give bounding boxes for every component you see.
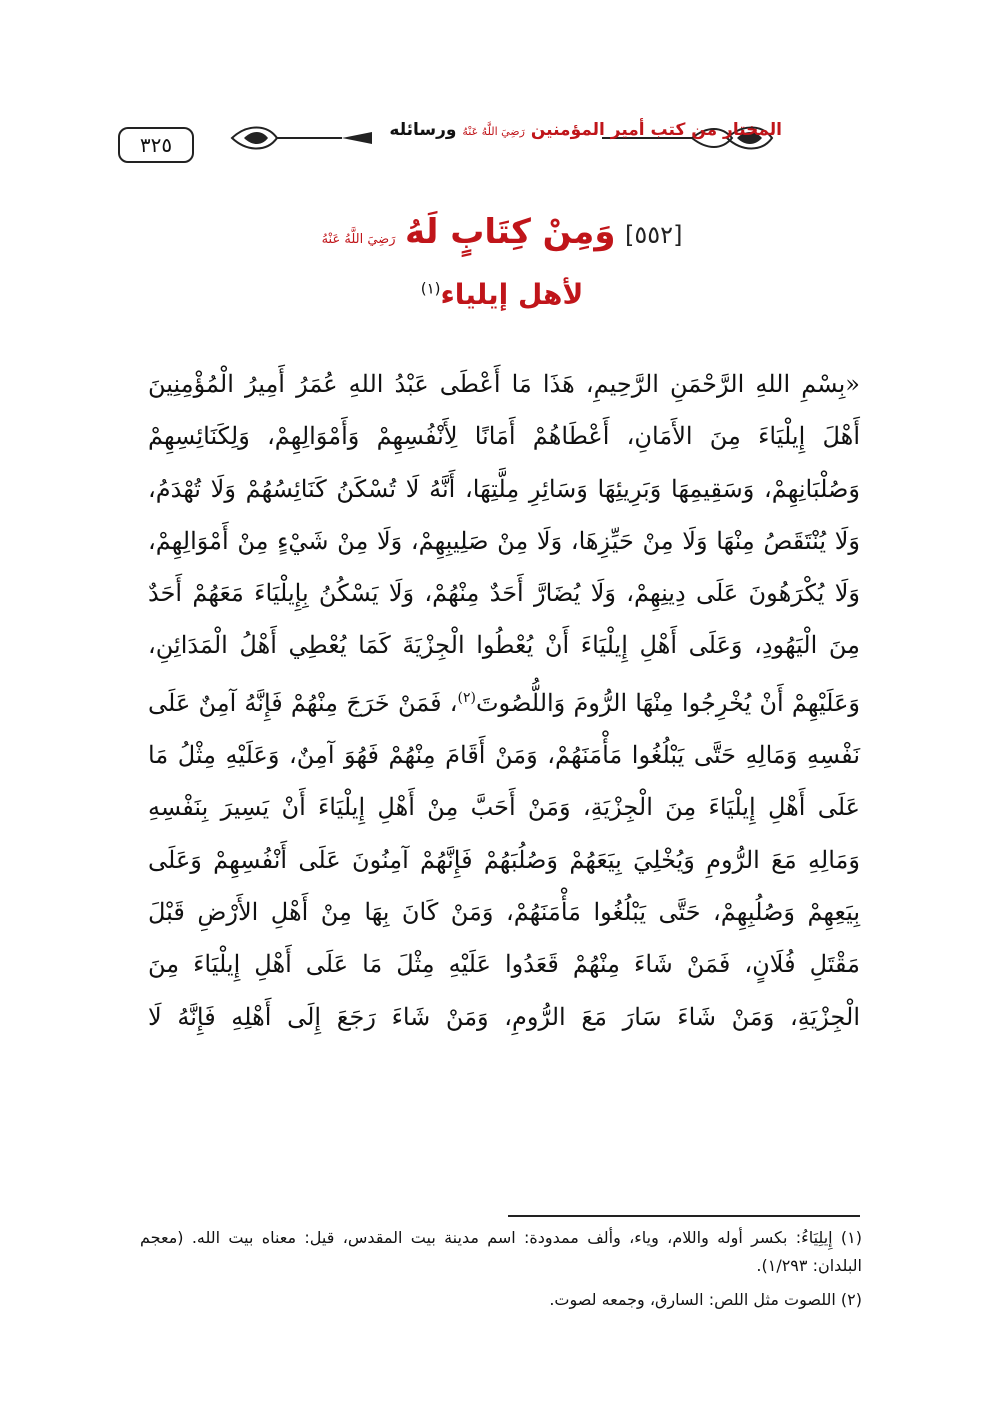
subtitle-text: لأهل إيلياء	[440, 278, 584, 311]
section-number: [٥٥٢]	[625, 221, 683, 249]
footnotes	[140, 1224, 862, 1320]
footnote-2: (٢) اللصوت مثل اللص: السارق، وجمعه لصوت.	[549, 1290, 862, 1309]
running-head-title: المختار من كتب أمير المؤمنين	[530, 120, 782, 140]
body-part-2: ، فَمَنْ خَرَجَ مِنْهُمْ فَإِنَّهُ آمِنٌ عَلَى نَفْسِهِ وَمَالِهِ حَتَّى يَبْلُغُوا مَأْمَنَهُمْ، وَمَنْ أَقَامَ مِنْهُمْ فَهُوَ آمِنٌ، وَعَلَيْهِ مِثْلُ مَا عَلَى أَهْلِ إِيلْيَاءَ مِنَ الْجِزْيَةِ، وَمَنْ أَحَبَّ مِنْ أَهْلِ إِيلْيَاءَ أَنْ يَسِيرَ بِنَفْسِهِ وَمَالِهِ مَعَ الرُّومِ وَيُخْلِيَ بِيَعَهُمْ وَصُلُبَهُمْ فَإِنَّهُمْ آمِنُونَ عَلَى أَنْفُسِهِمْ وَعَلَى بِيَعِهِمْ وَصُلُبِهِمْ، حَتَّى يَبْلُغُوا مَأْمَنَهُمْ، وَمَنْ كَانَ بِهَا مِنْ أَهْلِ الأَرْضِ قَبْلَ مَقْتَلِ فُلَانٍ، فَمَنْ شَاءَ مِنْهُمْ قَعَدُوا عَلَيْهِ مِثْلَ مَا عَلَى أَهْلِ إِيلْيَاءَ مِنَ الْجِزْيَةِ، وَمَنْ شَاءَ سَارَ مَعَ الرُّومِ، وَمَنْ شَاءَ رَجَعَ إِلَى أَهْلِهِ فَإِنَّهُ لَا	[148, 688, 860, 1031]
footnote-ref-2: (٢)	[457, 689, 476, 706]
section-subtitle	[0, 278, 1004, 311]
section-honorific: رَضِيَ اللَّهُ عَنْهُ	[321, 232, 396, 247]
body-paragraph	[148, 358, 860, 1043]
running-head	[389, 120, 782, 140]
page-number: ٣٢٥	[118, 127, 194, 163]
section-heading: وَمِنْ كِتَابٍ لَهُ	[405, 212, 616, 252]
footnote-ref-1: (١)	[420, 279, 441, 298]
footnote-divider	[508, 1215, 860, 1217]
running-head-honorific: رَضِيَ اللَّهُ عَنْهُ	[462, 125, 525, 138]
letter-body	[148, 358, 860, 1043]
footnote-1: (١) إِيلِيَاءُ: بكسر أوله واللام، وياء، وألف ممدودة: اسم مدينة بيت المقدس، قيل: معناه بيت الله. (معجم البلدان: ١/٢٩٣).	[140, 1228, 862, 1275]
section-title	[0, 212, 1004, 252]
running-head-tail: ورسائله	[389, 120, 457, 140]
body-part-1: «بِسْمِ اللهِ الرَّحْمَنِ الرَّحِيمِ، هَذَا مَا أَعْطَى عَبْدُ اللهِ عُمَرُ أَمِيرُ الْمُؤْمِنِينَ أَهْلَ إِيلْيَاءَ مِنَ الأَمَانِ، أَعْطَاهُمْ أَمَانًا لِأَنْفُسِهِمْ وَأَمْوَالِهِمْ، وَلِكَنَائِسِهِمْ وَصُلْبَانِهِمْ، وَسَقِيمِهَا وَبَرِيئِهَا وَسَائِرِ مِلَّتِهَا، أَنَّهُ لَا تُسْكَنُ كَنَائِسُهُمْ وَلَا تُهْدَمُ، وَلَا يُنْتَقَصُ مِنْهَا وَلَا مِنْ حَيِّزِهَا، وَلَا مِنْ صَلِيبِهِمْ، وَلَا مِنْ شَيْءٍ مِنْ أَمْوَالِهِمْ، وَلَا يُكْرَهُونَ عَلَى دِينِهِمْ، وَلَا يُضَارَّ أَحَدٌ مِنْهُمْ، وَلَا يَسْكُنُ بِإِيلْيَاءَ مَعَهُمْ أَحَدٌ مِنَ الْيَهُودِ، وَعَلَى أَهْلِ إِيلْيَاءَ أَنْ يُعْطُوا الْجِزْيَةَ كَمَا يُعْطِي أَهْلُ الْمَدَائِنِ، وَعَلَيْهِمْ أَنْ يُخْرِجُوا مِنْهَا الرُّومَ وَاللُّصُوتَ	[148, 370, 861, 717]
